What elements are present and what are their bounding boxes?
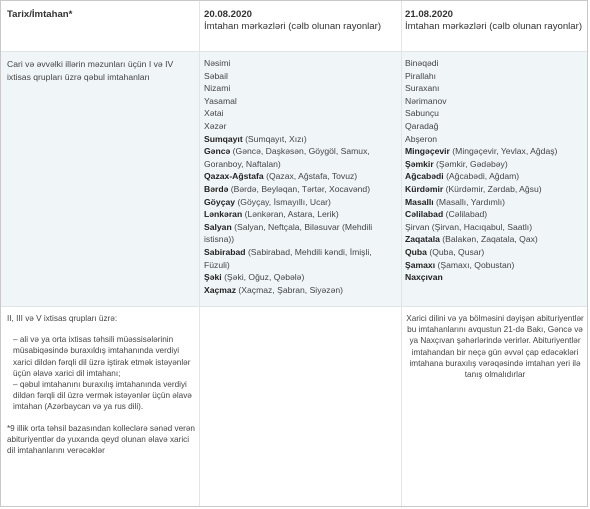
exam-center-districts: (Qazax, Ağstafa, Tovuz) [263,171,358,182]
exam-center-name: Suraxanı [405,83,440,94]
exam-center-districts: (Lənkəran, Astara, Lerik) [242,209,339,220]
exam-center-item [405,145,585,158]
exam-center-name: Kürdəmir [405,183,444,194]
exam-center-item [204,196,399,209]
row1-day1-cell [204,57,399,296]
exam-center-name: Yasamal [204,95,237,106]
exam-center-item [405,82,585,95]
exam-center-item [204,107,399,120]
exam-center-districts: (Şəmkir, Gədəbəy) [433,158,508,169]
exam-center-name: Şəmkir [405,158,434,169]
row2-exam-item: – qəbul imtahanını buraxılış imtahanında verdiyi dildən fərqli dil üzrə vermək istəyənlər üçün əlavə imtahan (Azərbaycan və ya rus dili). [13,380,192,412]
exam-center-item [405,170,585,183]
header-title: Tarix/İmtahan* [7,9,73,20]
exam-center-item [204,271,399,284]
exam-center-name: Xətai [204,108,224,119]
exam-center-item [204,145,399,170]
exam-center-name: Masallı [405,196,434,207]
exam-center-name: Pirallahı [405,70,437,81]
row2-exam-title: II, III və V ixtisas qrupları üzrə: [7,314,118,323]
exam-center-name: Sabirabad [204,246,246,257]
exam-center-name: Şəki [204,272,222,283]
header-date-day2: 21.08.2020 [405,9,454,20]
exam-center-item [405,133,585,146]
exam-center-name: Naxçıvan [405,272,443,283]
exam-center-item [405,107,585,120]
exam-center-districts: (Sabirabad, Mehdili kəndi, İmişli, Füzuli) [204,246,372,270]
exam-center-districts: (Kürdəmir, Zərdab, Ağsu) [443,183,542,194]
exam-center-districts: (Cəlilabad) [443,209,488,220]
exam-center-item [405,70,585,83]
exam-center-name: Nərimanov [405,95,447,106]
exam-center-districts: (Masallı, Yardımlı) [433,196,505,207]
exam-center-item [405,95,585,108]
exam-center-name: Sabunçu [405,108,439,119]
row2-exam-cell [7,313,197,456]
exam-center-districts: (Bərdə, Beyləqan, Tərtər, Xocavənd) [228,183,371,194]
exam-center-item [405,57,585,70]
row1-exam-text: Cari və əvvəlki illərin məzunları üçün I və IV ixtisas qrupları üzrə qəbul imtahanları [7,59,174,82]
exam-center-districts: (Ağcabədi, Ağdam) [443,171,520,182]
exam-center-name: Xaçmaz [204,284,237,295]
exam-center-item [405,221,585,234]
exam-center-districts: (Şəki, Oğuz, Qəbələ) [221,272,305,283]
exam-center-item [405,158,585,171]
day1-center-list [204,57,399,296]
header-date-day1: 20.08.2020 [204,9,253,20]
exam-center-districts: (Salyan, Neftçala, Biləsuvar (Mehdili istisna)) [204,221,373,245]
exam-center-item [204,284,399,297]
exam-center-name: Salyan [204,221,232,232]
exam-center-districts: (Xaçmaz, Şabran, Siyəzən) [236,284,344,295]
exam-center-name: Göyçay [204,196,236,207]
exam-center-districts: (Sumqayıt, Xızı) [242,133,307,144]
exam-center-item [204,70,399,83]
exam-center-name: Sumqayıt [204,133,243,144]
exam-center-item [405,183,585,196]
exam-center-name: Şirvan [405,221,430,232]
exam-center-name: Bərdə [204,183,229,194]
exam-center-name: Zaqatala [405,234,440,245]
exam-center-name: Abşeron [405,133,438,144]
exam-center-item [204,183,399,196]
exam-center-name: Səbail [204,70,228,81]
exam-center-name: Quba [405,246,427,257]
header-subtitle-day1: İmtahan mərkəzləri (cəlb olunan rayonlar) [204,21,382,32]
row2-footnote: *9 illik orta təhsil bazasından kolleclərə sənəd verən abituriyentlər də yuxarıda qeyd olunan əlavə xarici dil imtahanlarını verəcəklər [7,423,195,456]
exam-center-item [204,221,399,246]
row-divider [1,51,587,52]
exam-center-item [204,95,399,108]
exam-center-item [405,208,585,221]
row1-day2-cell [405,57,585,284]
exam-center-item [405,259,585,272]
column-divider [199,1,200,506]
header-cell-day1 [204,9,399,33]
exam-center-districts: (Balakən, Zaqatala, Qax) [439,234,538,245]
header-cell-day2 [405,9,585,33]
exam-center-item [204,57,399,70]
column-divider [401,1,402,506]
header-cell-date-exam [7,9,197,21]
exam-center-name: Xəzər [204,120,227,131]
exam-center-districts: (Göyçay, İsmayıllı, Ucar) [235,196,331,207]
exam-center-item [405,233,585,246]
exam-center-name: Lənkəran [204,209,243,220]
exam-center-item [204,120,399,133]
exam-center-item [405,246,585,259]
exam-center-name: Qazax-Ağstafa [204,171,264,182]
exam-center-name: Cəlilabad [405,209,444,220]
exam-center-item [405,120,585,133]
exam-center-item [204,246,399,271]
exam-center-name: Ağcabədi [405,171,444,182]
exam-center-name: Nəsimi [204,58,231,68]
exam-center-item [204,133,399,146]
day2-center-list [405,57,585,284]
exam-center-name: Qaradağ [405,120,439,131]
exam-center-name: Mingəçevir [405,146,450,157]
exam-center-item [204,82,399,95]
exam-center-name: Şamaxı [405,259,436,270]
exam-center-name: Binəqədi [405,58,439,68]
exam-center-name: Nizami [204,83,231,94]
header-subtitle-day2: İmtahan mərkəzləri (cəlb olunan rayonlar) [405,21,583,32]
exam-center-districts: (Quba, Qusar) [426,246,485,257]
exam-center-item [204,170,399,183]
exam-center-districts: (Mingəçevir, Yevlax, Ağdaş) [449,146,558,157]
row1-exam-cell [7,58,197,83]
row-divider [1,306,587,307]
exam-center-item [405,271,585,284]
exam-center-item [204,208,399,221]
exam-center-districts: (Şirvan, Hacıqabul, Saatlı) [429,221,533,232]
row2-exam-item: – ali və ya orta ixtisas təhsili müəssisələrinin müsabiqəsində buraxıldış imtahanında verdiyi xarici dildən fərqli dil üzrə iştirak etmək istəyənlər üçün əlavə xarici dil imtahanı; [13,335,191,378]
exam-center-districts: (Gəncə, Daşkəsən, Göygöl, Samux, Goranboy, Naftalan) [204,146,370,169]
row2-day2-text: Xarici dilini və ya bölməsini dəyişən abituriyentlər bu imtahanlarını avqustun 21-də Bakı, Gəncə və ya Naxçıvan şəhərlərində verirlər. Abituriyentlər imtahandan bir neçə gün əvvəl çap edəcəkləri imtahana buraxılış vərəqəsində imtahan yeri ilə tanış olmalıdırlar [406,314,584,380]
row2-day2-cell [405,313,585,380]
exam-center-name: Gəncə [204,146,231,157]
exam-center-districts: (Şamaxı, Qobustan) [435,259,515,270]
exam-center-item [405,196,585,209]
